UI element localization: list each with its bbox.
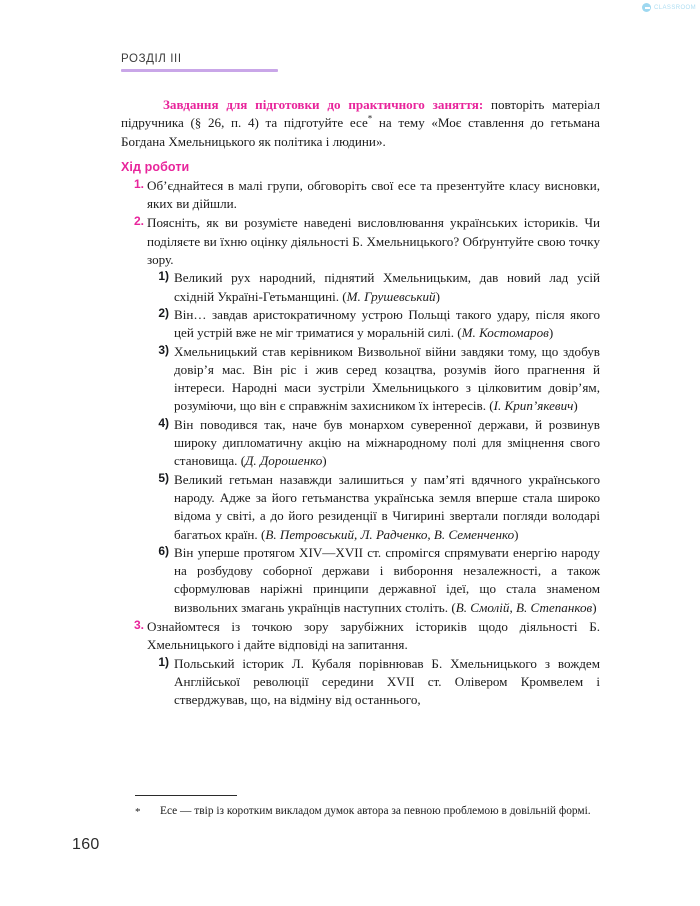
footnote-marker-inline: * (367, 113, 373, 124)
intro-paragraph (121, 96, 600, 151)
task-text: Об’єднайтеся в малі групи, обговоріть свої есе та презентуйте класу висновки, яких ви дійшли. (147, 177, 600, 212)
quote-attribution: В. Смолій, В. Степанков (455, 599, 593, 615)
quote-item (147, 471, 600, 544)
quote-tail: ) (573, 398, 578, 414)
task-number: 2. (133, 214, 144, 229)
quote-tail: ) (592, 599, 597, 615)
quote-text (174, 416, 600, 471)
quote-item (147, 269, 600, 306)
quote-text (174, 471, 600, 544)
quote-tail: ) (322, 453, 327, 469)
quote-attribution: Д. Дорошенко (245, 453, 323, 469)
page-number: 160 (72, 836, 100, 853)
question-text: Польський історик Л. Кубаля порівнював Б. Хмельницького з вождем Англійської революції середини XVII ст. Олівером Кромвелем і стверджував, що, на відміну від останнього, (174, 655, 600, 708)
quote-body: Він поводився так, наче був монархом суверенної держави, й розвинув широку дипломатичну акцію на міжнародному полі для зміцнення свого становища. ( (174, 416, 600, 469)
question-number: 1) (158, 654, 169, 669)
quote-text (174, 544, 600, 617)
quote-number: 2) (158, 305, 169, 320)
quote-body: Великий рух народний, піднятий Хмельницьким, дав новий лад усій східній Україні-Гетьманщині. ( (174, 270, 600, 304)
quote-body: Хмельницький став керівником Визвольної війни завдяки тому, що здобув довір’я мас. Він ріс і жив серед козацтва, розумів його прагнення й інтереси. Народні маси зустріли Хмельницького з цілковитим довір’ям, розуміючи, що він є справжнім захисником їх інтересів. ( (174, 343, 600, 414)
quote-attribution: І. Крип’якевич (493, 398, 574, 414)
quote-attribution: В. Петровський, Л. Радченко, В. Семенченко (265, 526, 515, 542)
quote-body: Він уперше протягом XIV—XVII ст. спромігся спрямувати енергію народу на розбудову соборної держави і вибороння незалежності, а також сформулював наріжні принципи державної ідеї, що стала знаменом визвольних змагань українців наступних століть. ( (174, 544, 600, 615)
task-number: 3. (133, 618, 144, 633)
task-text: Ознайомтеся із точкою зору зарубіжних істориків щодо діяльності Б. Хмельницького і дайте відповіді на запитання. (147, 619, 600, 653)
quote-text (174, 269, 600, 306)
task-item (121, 618, 600, 709)
publisher-watermark (642, 3, 696, 12)
section-heading: Хід роботи (121, 159, 190, 174)
footnote-separator (135, 795, 237, 796)
intro-text-part2: на тему «Моє ставлення до гетьмана Богдана Хмельницького як політика і людини». (121, 115, 600, 149)
quote-body: Великий гетьман назавжди залишиться у пам’яті вдячного українського народу. Адже за його гетьманства українська земля вперше стала широко відома у світі, а до його резиденції в Чигирині звертали погляди володарі багатьох країн. ( (174, 471, 600, 542)
watermark-label: CLASSROOM (654, 4, 696, 11)
quote-number: 3) (158, 342, 169, 357)
task-item (121, 177, 600, 214)
footnote-text: Есе — твір із коротким викладом думок автора за певною проблемою в довільній формі. (160, 805, 591, 817)
quote-text (174, 306, 600, 343)
quote-attribution: М. Костомаров (461, 325, 549, 341)
quote-item (147, 416, 600, 471)
quote-number: 5) (158, 470, 169, 485)
quote-item (147, 343, 600, 416)
task-item (121, 214, 600, 617)
quote-tail: ) (514, 526, 519, 542)
quote-list (147, 269, 600, 617)
footnote-marker: * (135, 806, 141, 818)
chapter-title: РОЗДІЛ III (121, 53, 182, 65)
watermark-logo-icon (642, 3, 651, 12)
task-number: 1. (133, 176, 144, 191)
quote-item (147, 544, 600, 617)
text-column (121, 96, 600, 711)
question-list (147, 655, 600, 710)
quote-tail: ) (435, 288, 440, 304)
footnote (135, 803, 600, 819)
task-text: Поясніть, як ви розумієте наведені висловлювання українських істориків. Чи поділяєте ви їхню оцінку діяльності Б. Хмельницького? Обґрунтуйте свою точку зору. (147, 215, 600, 268)
quote-body: Він… завдав аристократичному устрою Польщі такого удару, після якого цей устрій вже не міг триматися у моральній силі. ( (174, 306, 600, 341)
quote-number: 1) (158, 269, 169, 284)
quote-item (147, 306, 600, 343)
running-head-rule (121, 69, 278, 72)
quote-tail: ) (548, 325, 554, 341)
task-list (121, 177, 600, 710)
quote-number: 6) (158, 543, 169, 558)
quote-attribution: М. Грушевський (346, 288, 436, 304)
running-head (121, 52, 281, 72)
quote-text (174, 343, 600, 416)
quote-number: 4) (158, 415, 169, 430)
intro-text-part1: повторіть матеріал підручника (§ 26, п. 4) та підготуйте есе (121, 97, 601, 131)
question-item (147, 655, 600, 710)
intro-lead-label: Завдання для підготовки до практичного заняття: (163, 97, 484, 112)
